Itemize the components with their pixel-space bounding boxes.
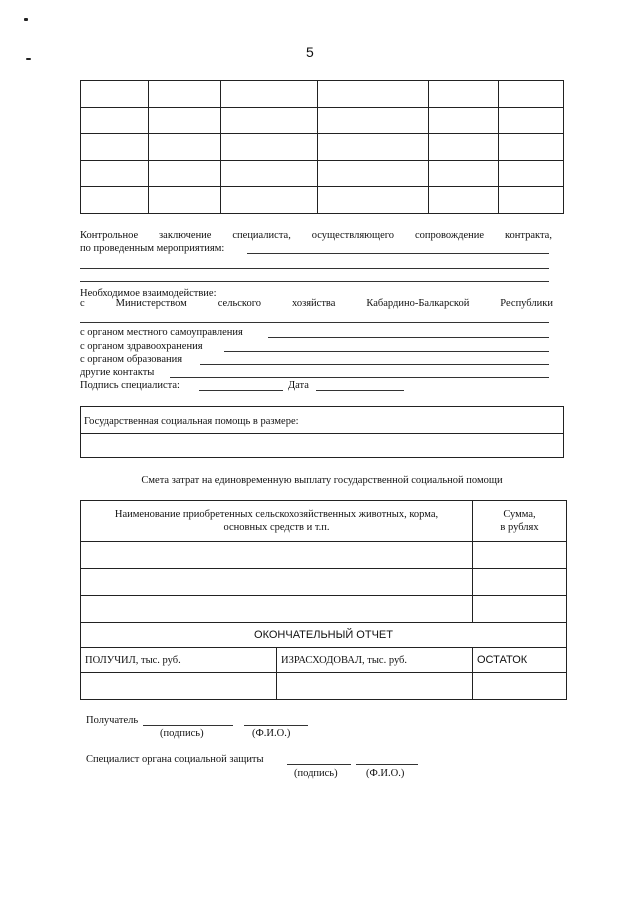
specialist-signature-label: Подпись специалиста: bbox=[80, 380, 180, 391]
health-label: с органом здравоохранения bbox=[80, 341, 203, 352]
control-conclusion-word: контракта, bbox=[504, 230, 552, 241]
remainder-value-cell[interactable] bbox=[473, 673, 567, 700]
top-grid-cell[interactable] bbox=[499, 81, 564, 108]
top-grid-cell[interactable] bbox=[148, 187, 220, 214]
social-aid-divider bbox=[81, 433, 563, 434]
interaction-heading: Необходимое взаимодействие: bbox=[80, 288, 217, 299]
top-grid-cell[interactable] bbox=[81, 134, 149, 161]
control-conclusion-word: Контрольное bbox=[80, 230, 139, 241]
other-contacts-field[interactable] bbox=[170, 377, 549, 378]
top-grid-cell[interactable] bbox=[317, 107, 429, 134]
top-grid-row bbox=[81, 107, 564, 134]
margin-mark bbox=[24, 18, 28, 21]
top-grid-cell[interactable] bbox=[81, 187, 149, 214]
top-grid-cell[interactable] bbox=[81, 81, 149, 108]
education-field[interactable] bbox=[200, 364, 549, 365]
estimate-sum-header bbox=[473, 501, 567, 542]
control-conclusion-field[interactable] bbox=[80, 268, 549, 269]
estimate-sum-header-line2: в рублях bbox=[500, 522, 539, 533]
top-grid-cell[interactable] bbox=[317, 187, 429, 214]
top-grid-row bbox=[81, 134, 564, 161]
estimate-row bbox=[81, 596, 567, 623]
estimate-name-header-line2: основных средств и т.п. bbox=[223, 522, 330, 533]
top-grid-row bbox=[81, 187, 564, 214]
social-specialist-sign-caption: (подпись) bbox=[294, 768, 338, 779]
control-conclusion-field[interactable] bbox=[80, 281, 549, 282]
ministry-line bbox=[80, 297, 553, 310]
spent-label: ИЗРАСХОДОВАЛ, тыс. руб. bbox=[277, 648, 473, 673]
social-specialist-name-caption: (Ф.И.О.) bbox=[366, 768, 405, 779]
estimate-name-header-line1: Наименование приобретенных сельскохозяйственных животных, корма, bbox=[114, 509, 439, 520]
top-grid-cell[interactable] bbox=[499, 107, 564, 134]
health-field[interactable] bbox=[224, 351, 549, 352]
top-grid-cell[interactable] bbox=[499, 134, 564, 161]
estimate-title: Смета затрат на единовременную выплату государственной социальной помощи bbox=[141, 475, 503, 486]
final-report-header: ОКОНЧАТЕЛЬНЫЙ ОТЧЕТ bbox=[81, 623, 567, 648]
recipient-signature-field[interactable] bbox=[143, 725, 233, 726]
ministry-word: хозяйства bbox=[291, 298, 336, 309]
top-grid-table bbox=[80, 80, 564, 214]
estimate-sum-cell[interactable] bbox=[473, 569, 567, 596]
education-label: с органом образования bbox=[80, 354, 183, 365]
recipient-label: Получатель bbox=[86, 715, 139, 726]
estimate-sum-cell[interactable] bbox=[473, 596, 567, 623]
social-aid-label: Государственная социальная помощь в размере: bbox=[84, 416, 299, 427]
top-grid-cell[interactable] bbox=[220, 81, 317, 108]
social-aid-box bbox=[80, 406, 564, 458]
top-grid-cell[interactable] bbox=[429, 107, 499, 134]
received-label: ПОЛУЧИЛ, тыс. руб. bbox=[81, 648, 277, 673]
page-number: 5 bbox=[306, 44, 314, 60]
remainder-label: ОСТАТОК bbox=[473, 648, 567, 673]
date-label: Дата bbox=[288, 380, 309, 391]
local-gov-label: с органом местного самоуправления bbox=[80, 327, 243, 338]
top-grid-cell[interactable] bbox=[148, 134, 220, 161]
estimate-name-header bbox=[81, 501, 473, 542]
top-grid-cell[interactable] bbox=[317, 81, 429, 108]
estimate-item-cell[interactable] bbox=[81, 596, 473, 623]
ministry-word: сельского bbox=[217, 298, 262, 309]
estimate-row bbox=[81, 542, 567, 569]
estimate-table bbox=[80, 500, 567, 700]
ministry-word: с bbox=[80, 298, 85, 309]
estimate-item-cell[interactable] bbox=[81, 569, 473, 596]
top-grid-cell[interactable] bbox=[220, 107, 317, 134]
recipient-sign-caption: (подпись) bbox=[160, 728, 204, 739]
top-grid-cell[interactable] bbox=[429, 160, 499, 187]
estimate-item-cell[interactable] bbox=[81, 542, 473, 569]
control-conclusion-line bbox=[80, 229, 552, 242]
recipient-name-field[interactable] bbox=[244, 725, 308, 726]
control-conclusion-field[interactable] bbox=[247, 253, 549, 254]
control-conclusion-label: по проведенным мероприятиям: bbox=[80, 243, 225, 254]
specialist-signature-field[interactable] bbox=[199, 390, 283, 391]
top-grid-cell[interactable] bbox=[148, 81, 220, 108]
top-grid-row bbox=[81, 160, 564, 187]
top-grid-cell[interactable] bbox=[429, 187, 499, 214]
margin-mark bbox=[26, 58, 31, 60]
top-grid-cell[interactable] bbox=[499, 160, 564, 187]
top-grid-cell[interactable] bbox=[220, 160, 317, 187]
estimate-sum-cell[interactable] bbox=[473, 542, 567, 569]
top-grid-cell[interactable] bbox=[148, 160, 220, 187]
date-field[interactable] bbox=[316, 390, 404, 391]
ministry-field[interactable] bbox=[80, 322, 549, 323]
spent-value-cell[interactable] bbox=[277, 673, 473, 700]
local-gov-field[interactable] bbox=[268, 337, 549, 338]
control-conclusion-word: специалиста, bbox=[232, 230, 291, 241]
ministry-word: Кабардино-Балкарской bbox=[366, 298, 470, 309]
ministry-word: Министерством bbox=[115, 298, 187, 309]
other-contacts-label: другие контакты bbox=[80, 367, 155, 378]
top-grid-cell[interactable] bbox=[317, 134, 429, 161]
top-grid-cell[interactable] bbox=[220, 187, 317, 214]
received-value-cell[interactable] bbox=[81, 673, 277, 700]
top-grid-cell[interactable] bbox=[148, 107, 220, 134]
top-grid-cell[interactable] bbox=[317, 160, 429, 187]
recipient-name-caption: (Ф.И.О.) bbox=[252, 728, 291, 739]
control-conclusion-word: заключение bbox=[159, 230, 212, 241]
estimate-sum-header-line1: Сумма, bbox=[503, 509, 536, 520]
top-grid-cell[interactable] bbox=[220, 134, 317, 161]
top-grid-cell[interactable] bbox=[81, 107, 149, 134]
control-conclusion-word: осуществляющего bbox=[311, 230, 395, 241]
top-grid-cell[interactable] bbox=[499, 187, 564, 214]
top-grid-cell[interactable] bbox=[429, 81, 499, 108]
estimate-row bbox=[81, 569, 567, 596]
social-specialist-signature-field[interactable] bbox=[287, 764, 351, 765]
social-specialist-label: Специалист органа социальной защиты bbox=[86, 754, 264, 765]
top-grid-cell[interactable] bbox=[81, 160, 149, 187]
top-grid-row bbox=[81, 81, 564, 108]
ministry-word: Республики bbox=[500, 298, 553, 309]
control-conclusion-word: сопровождение bbox=[414, 230, 485, 241]
top-grid-cell[interactable] bbox=[429, 134, 499, 161]
social-specialist-name-field[interactable] bbox=[356, 764, 418, 765]
